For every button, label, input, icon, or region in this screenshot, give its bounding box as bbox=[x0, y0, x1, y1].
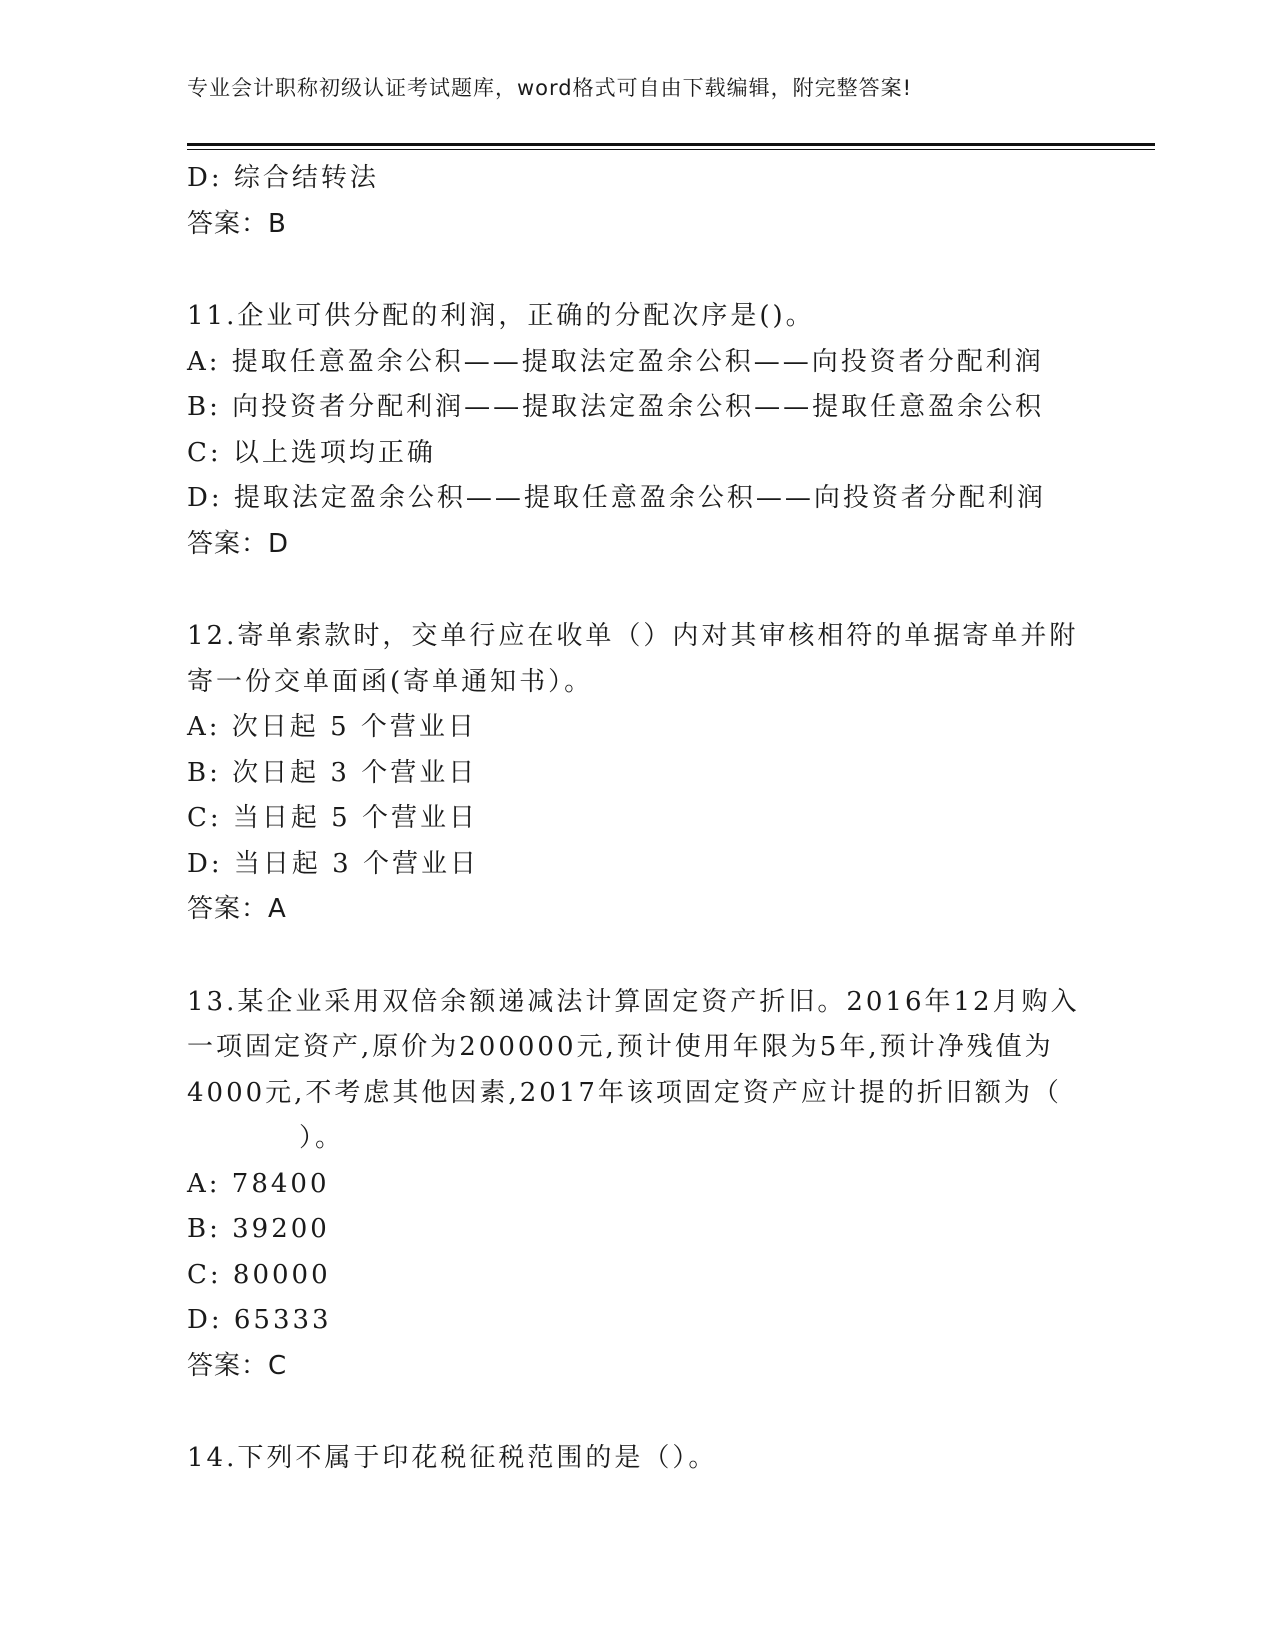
option-d: D: 当日起 3 个营业日 bbox=[187, 848, 479, 879]
option-d: D: 65333 bbox=[187, 1305, 332, 1335]
spacer bbox=[187, 567, 1087, 614]
option-c: C: 80000 bbox=[187, 1259, 331, 1290]
option-c: C: 以上选项均正确 bbox=[187, 437, 436, 468]
question-13 bbox=[187, 980, 1087, 1390]
question-stem: 11.企业可供分配的利润，正确的分配次序是()。 bbox=[187, 301, 815, 331]
question-stem: 12.寄单索款时，交单行应在收单（）内对其审核相符的单据寄单并附 bbox=[187, 621, 1079, 651]
question-14 bbox=[187, 1436, 1087, 1482]
spacer bbox=[187, 247, 1087, 294]
option-a: A: 提取任意盈余公积——提取法定盈余公积——向投资者分配利润 bbox=[187, 346, 1044, 377]
option-a: A: 次日起 5 个营业日 bbox=[187, 712, 477, 742]
spacer bbox=[187, 933, 1087, 980]
spacer bbox=[187, 1389, 1087, 1436]
page-header: 专业会计职称初级认证考试题库，word格式可自由下载编辑，附完整答案! bbox=[187, 76, 913, 100]
question-stem: 14.下列不属于印花税征税范围的是（）。 bbox=[187, 1443, 718, 1473]
header-rule-thin bbox=[187, 149, 1155, 150]
question-list bbox=[187, 156, 1087, 1482]
answer-line: 答案：A bbox=[187, 894, 287, 924]
header-rule-thick bbox=[187, 143, 1155, 146]
option-b: B: 向投资者分配利润——提取法定盈余公积——提取任意盈余公积 bbox=[187, 392, 1045, 422]
answer-line: 答案：C bbox=[187, 1350, 288, 1381]
question-stem-continued: 一项固定资产,原价为200000元,预计使用年限为5年,预计净残值为 bbox=[187, 1032, 1054, 1062]
question-stem-continued: 4000元,不考虑其他因素,2017年该项固定资产应计提的折旧额为（ bbox=[187, 1077, 1062, 1108]
option-c: C: 当日起 5 个营业日 bbox=[187, 803, 478, 833]
option-b: B: 39200 bbox=[187, 1214, 330, 1244]
question-stem-continued: 寄一份交单面函(寄单通知书）。 bbox=[187, 666, 594, 697]
option-a: A: 78400 bbox=[187, 1168, 330, 1199]
question-12 bbox=[187, 614, 1087, 933]
question-stem-continued: ）。 bbox=[299, 1123, 345, 1153]
answer-line: 答案：B bbox=[187, 208, 287, 239]
question-11 bbox=[187, 294, 1087, 567]
option-d: D: 提取法定盈余公积——提取任意盈余公积——向投资者分配利润 bbox=[187, 483, 1046, 513]
option-b: B: 次日起 3 个营业日 bbox=[187, 757, 478, 788]
option-d: D: 综合结转法 bbox=[187, 163, 379, 193]
answer-line: 答案：D bbox=[187, 528, 290, 559]
question-stem: 13.某企业采用双倍余额递减法计算固定资产折旧。2016年12月购入 bbox=[187, 986, 1080, 1017]
